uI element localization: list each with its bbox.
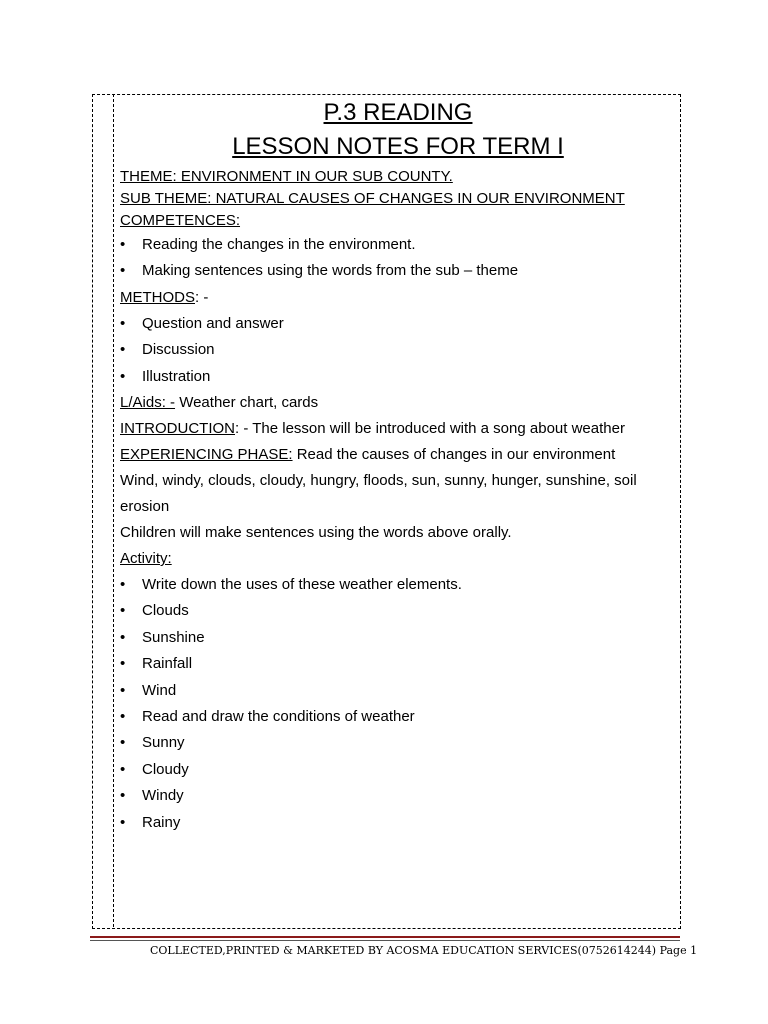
experiencing-line (120, 442, 676, 468)
methods-heading (120, 285, 676, 311)
methods-label: METHODS (120, 288, 195, 306)
activity-heading (120, 546, 676, 572)
activity-item: • Rainfall (120, 651, 676, 677)
competences-label: COMPETENCES: (120, 212, 241, 229)
activity-item: • Windy (120, 783, 676, 809)
method-item: • Question and answer (120, 311, 676, 337)
sentences-line: Children will make sentences using the words above orally. (120, 524, 512, 542)
competence-item: • Making sentences using the words from the sub – theme (120, 258, 676, 284)
footer-rule-line (90, 936, 680, 938)
competence-item: • Reading the changes in the environment. (120, 232, 676, 258)
activity-label: Activity: (120, 550, 172, 568)
page-subtitle: LESSON NOTES FOR TERM I (232, 133, 564, 160)
activity-item: • Wind (120, 678, 676, 704)
method-item: • Discussion (120, 337, 676, 363)
theme-text: THEME: ENVIRONMENT IN OUR SUB COUNTY. (120, 168, 453, 185)
footer-rule (90, 936, 680, 943)
activity-item: • Sunshine (120, 625, 676, 651)
experiencing-text: Read the causes of changes in our environment (292, 446, 616, 464)
words-line: Wind, windy, clouds, cloudy, hungry, floods, sun, sunny, hunger, sunshine, soil erosion (120, 472, 637, 516)
theme-line (120, 166, 676, 188)
page-footer: COLLECTED,PRINTED & MARKETED BY ACOSMA EDUCATION SERVICES(0752614244) Page 1 (150, 944, 698, 957)
introduction-text: : - The lesson will be introduced with a song about weather (235, 420, 625, 438)
introduction-label: INTRODUCTION (120, 420, 235, 438)
laids-line (120, 390, 676, 416)
activity-item: • Clouds (120, 598, 676, 624)
activity-item: • Cloudy (120, 757, 676, 783)
activity-item: • Write down the uses of these weather elements. (120, 572, 676, 598)
laids-label: L/Aids: - (120, 394, 176, 412)
activity-item: • Read and draw the conditions of weather (120, 704, 676, 730)
introduction-line (120, 416, 676, 442)
competences-heading (120, 210, 676, 232)
page-title: P.3 READING (323, 99, 473, 126)
laids-text: Weather chart, cards (175, 394, 319, 412)
sub-theme-line (120, 188, 676, 210)
activity-item: • Sunny (120, 730, 676, 756)
activity-item: • Rainy (120, 810, 676, 836)
method-item: • Illustration (120, 364, 676, 390)
lesson-notes (120, 96, 676, 836)
sub-theme-text: SUB THEME: NATURAL CAUSES OF CHANGES IN OUR ENVIRONMENT (120, 190, 625, 207)
methods-suffix: : - (195, 288, 209, 306)
footer-rule-line (90, 940, 680, 941)
experiencing-label: EXPERIENCING PHASE: (120, 446, 293, 464)
